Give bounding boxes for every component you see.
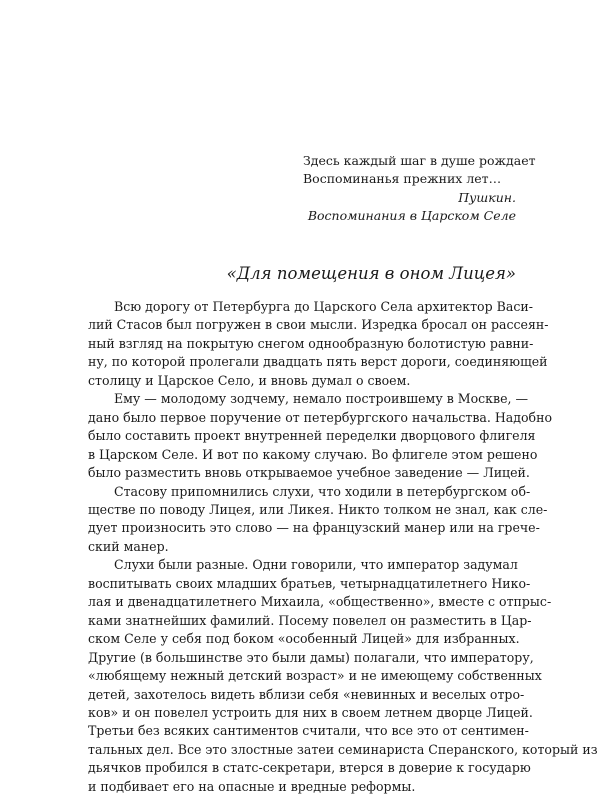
text-line: лая и двенадцатилетнего Михаила, «общественно», вместе с отпрыс- xyxy=(88,594,552,610)
text-line: Другие (в большинстве это были дамы) полагали, что императору, xyxy=(88,649,534,665)
epigraph-attribution xyxy=(308,189,516,225)
section-title: «Для помещения в оном Лицея» xyxy=(226,264,516,283)
text-line: дует произносить это слово — на французский манер или на грече- xyxy=(88,520,540,536)
text-line: ский манер. xyxy=(88,538,169,554)
text-line: Слухи были разные. Одни говорили, что император задумал xyxy=(114,557,518,573)
text-line: ный взгляд на покрытую снегом однообразную болотистую равни- xyxy=(88,335,534,351)
text-line: столицу и Царское Село, и вновь думал о своем. xyxy=(88,372,411,388)
text-line: Ему — молодому зодчему, немало построившему в Москве, — xyxy=(114,391,529,407)
text-line: Третьи без всяких сантиментов считали, что все это от сентимен- xyxy=(88,723,529,739)
text-line: ков» и он повелел устроить для них в своем летнем дворце Лицей. xyxy=(88,704,533,720)
text-line: в Царском Селе. И вот по какому случаю. Во флигеле этом решено xyxy=(88,446,538,462)
epigraph xyxy=(303,152,563,188)
text-line: воспитывать своих младших братьев, четырнадцатилетнего Нико- xyxy=(88,575,531,591)
text-line: Стасову припомнились слухи, что ходили в петербургском об- xyxy=(114,483,531,499)
text-line: детей, захотелось видеть вблизи себя «невинных и веселых отро- xyxy=(88,686,525,702)
text-line: тальных дел. Все это злостные затеи семинариста Сперанского, который из xyxy=(88,741,598,757)
epigraph-line: Воспоминанья прежних лет… xyxy=(303,171,502,186)
epigraph-line: Здесь каждый шаг в душе рождает xyxy=(303,153,536,168)
attribution-source: Воспоминания в Царском Селе xyxy=(307,208,516,223)
text-line: лий Стасов был погружен в свои мысли. Изредка бросал он рассеян- xyxy=(88,317,549,333)
text-line: дьячков пробился в статс-секретари, втерся в доверие к государю xyxy=(88,760,531,776)
text-line: было составить проект внутренней переделки дворцового флигеля xyxy=(88,428,536,444)
text-line: было разместить вновь открываемое учебное заведение — Лицей. xyxy=(88,465,530,481)
text-line: ществе по поводу Лицея, или Ликея. Никто толком не знал, как сле- xyxy=(88,501,548,517)
text-line: ском Селе у себя под боком «особенный Лицей» для избранных. xyxy=(88,631,520,647)
text-line: «любящему нежный детский возраст» и не имеющему собственных xyxy=(88,668,542,684)
attribution-author: Пушкин. xyxy=(458,190,516,205)
body-text xyxy=(88,298,598,796)
text-line: ками знатнейших фамилий. Посему повелел он разместить в Цар- xyxy=(88,612,532,628)
text-line: ну, по которой пролегали двадцать пять верст дороги, соединяющей xyxy=(88,354,548,370)
text-line: Всю дорогу от Петербурга до Царского Села архитектор Васи- xyxy=(114,299,533,314)
text-line: и подбивает его на опасные и вредные реформы. xyxy=(88,778,416,794)
text-line: дано было первое поручение от петербургского начальства. Надобно xyxy=(88,409,553,425)
